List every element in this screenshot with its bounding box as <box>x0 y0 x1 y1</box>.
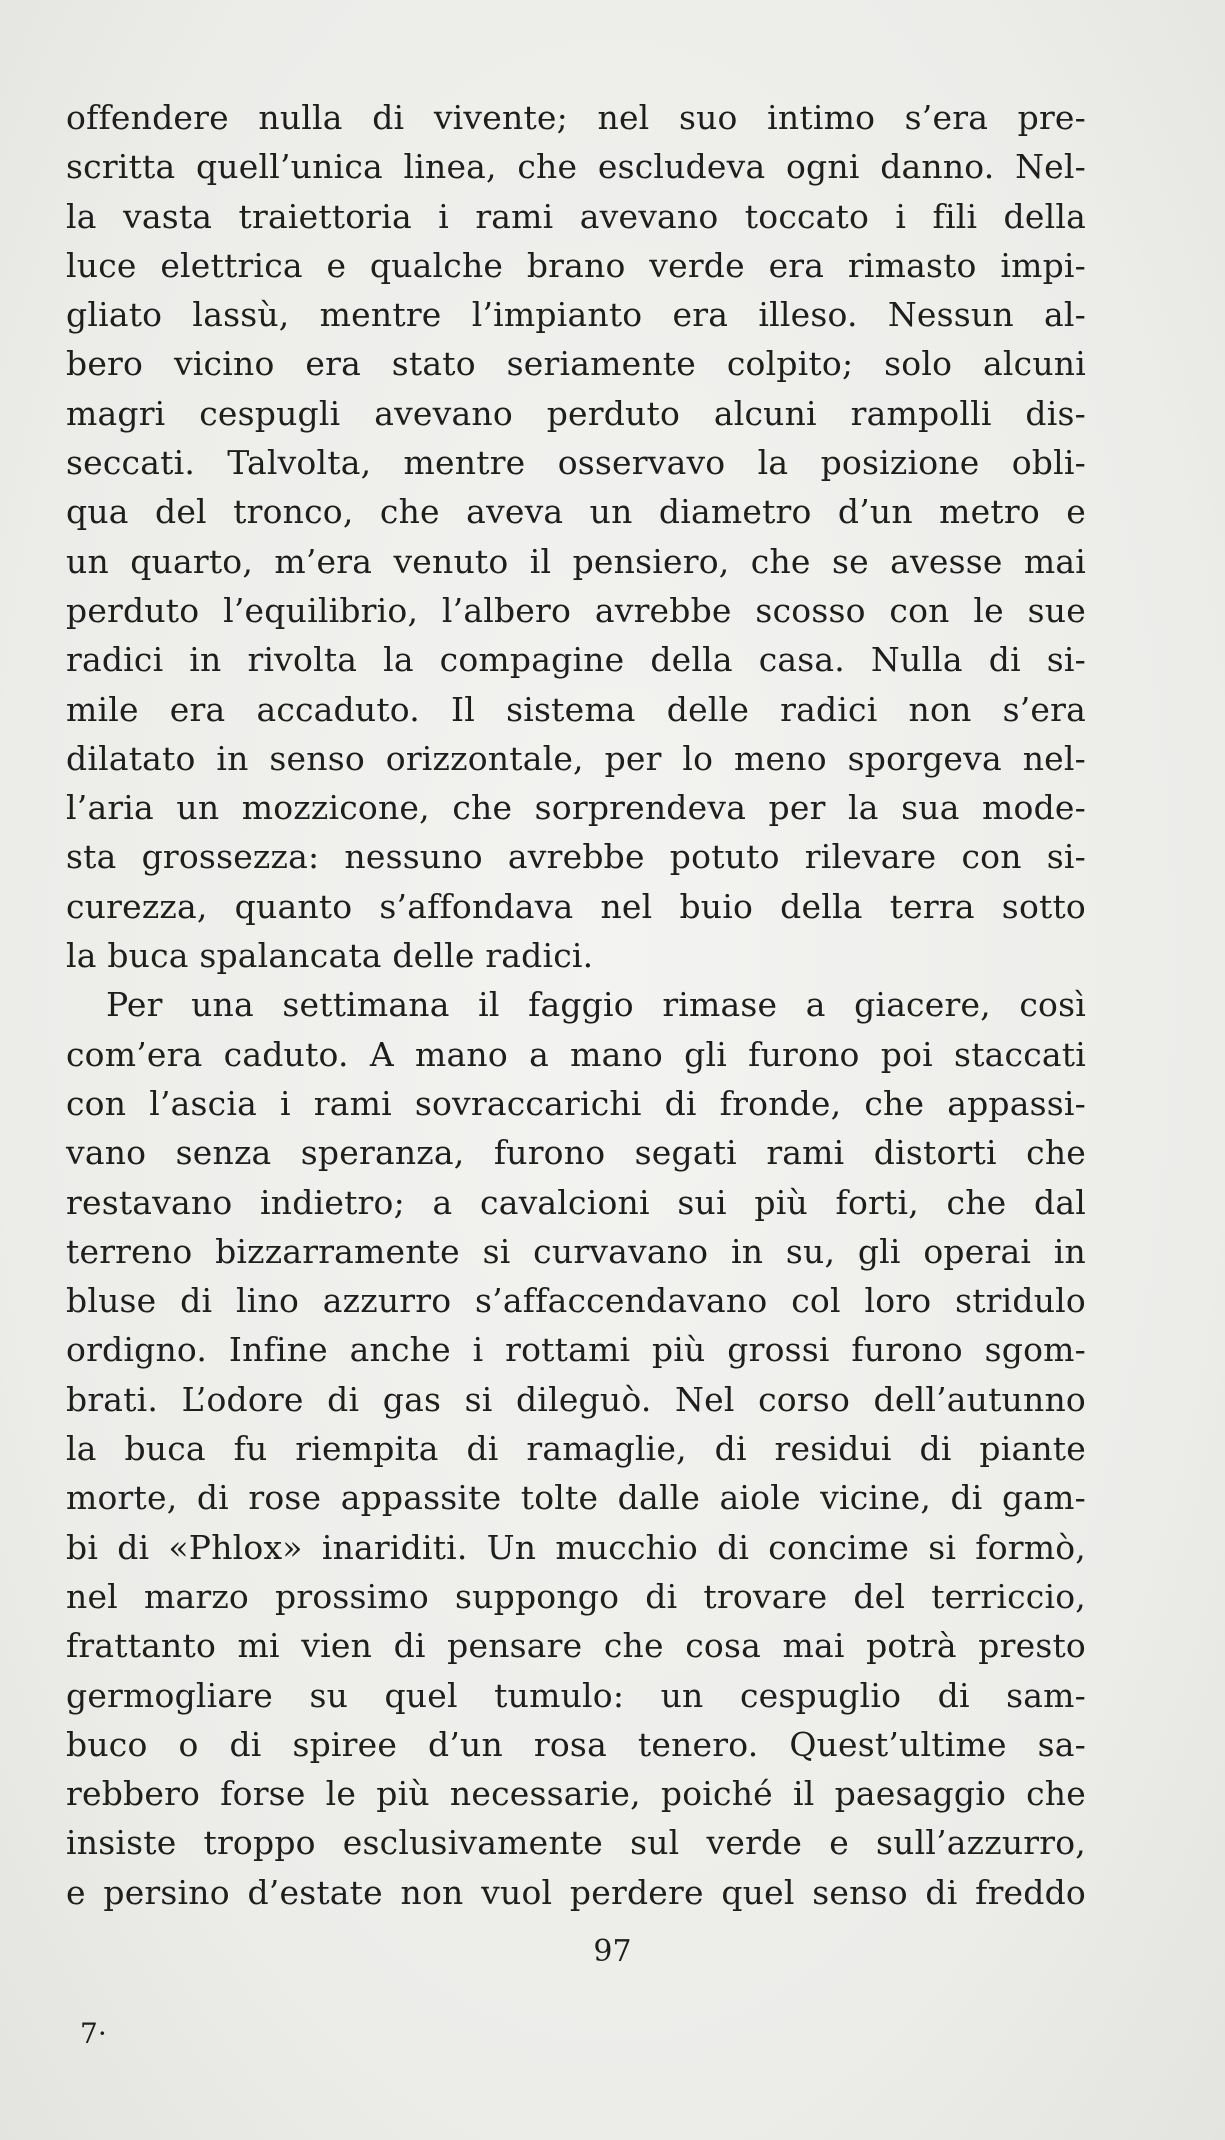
text-line: dilatato in senso orizzontale, per lo meno sporgeva nel- <box>66 738 1086 778</box>
text-line: frattanto mi vien di pensare che cosa mai potrà presto <box>66 1626 1086 1666</box>
body-text <box>66 93 1086 1917</box>
paragraph-end-line: la buca spalancata delle radici. <box>66 936 594 976</box>
text-line: bi di «Phlox» inariditi. Un mucchio di concime si formò, <box>66 1527 1086 1567</box>
paragraph-start-line: Per una settimana il faggio rimase a giacere, così <box>106 985 1086 1025</box>
text-line: la buca fu riempita di ramaglie, di residui di piante <box>66 1429 1086 1469</box>
text-line: radici in rivolta la compagine della casa. Nulla di si- <box>66 640 1086 680</box>
text-line: perduto l’equilibrio, l’albero avrebbe scosso con le sue <box>66 590 1086 630</box>
text-line: gliato lassù, mentre l’impianto era illeso. Nessun al- <box>66 295 1086 335</box>
text-line: offendere nulla di vivente; nel suo intimo s’era pre- <box>66 98 1086 137</box>
text-line: brati. L’odore di gas si dileguò. Nel corso dell’autunno <box>66 1379 1086 1419</box>
text-line: buco o di spiree d’un rosa tenero. Quest’ultime sa- <box>66 1724 1086 1764</box>
text-line: morte, di rose appassite tolte dalle aiole vicine, di gam- <box>66 1478 1086 1518</box>
text-line: seccati. Talvolta, mentre osservavo la posizione obli- <box>66 443 1086 483</box>
text-line: magri cespugli avevano perduto alcuni rampolli dis- <box>66 393 1086 433</box>
text-line: com’era caduto. A mano a mano gli furono poi staccati <box>66 1034 1086 1074</box>
text-line: luce elettrica e qualche brano verde era rimasto impi- <box>66 245 1086 285</box>
text-line: ordigno. Infine anche i rottami più grossi furono sgom- <box>66 1330 1086 1370</box>
text-line: rebbero forse le più necessarie, poiché il paesaggio che <box>66 1774 1086 1814</box>
text-line: vano senza speranza, furono segati rami distorti che <box>66 1133 1086 1173</box>
text-line: sta grossezza: nessuno avrebbe potuto rilevare con si- <box>66 837 1086 877</box>
text-line: curezza, quanto s’affondava nel buio della terra sotto <box>66 886 1086 926</box>
text-line: l’aria un mozzicone, che sorprendeva per la sua mode- <box>66 788 1086 828</box>
text-line: con l’ascia i rami sovraccarichi di fronde, che appassi- <box>66 1083 1086 1123</box>
text-line: mile era accaduto. Il sistema delle radici non s’era <box>66 689 1086 729</box>
text-line: germogliare su quel tumulo: un cespuglio di sam- <box>66 1675 1086 1715</box>
text-line: insiste troppo esclusivamente sul verde e sull’azzurro, <box>66 1823 1086 1863</box>
text-line: un quarto, m’era venuto il pensiero, che se avesse mai <box>66 541 1086 581</box>
text-line: qua del tronco, che aveva un diametro d’un metro e <box>66 492 1086 532</box>
page-number: 97 <box>593 1934 632 1969</box>
text-line: bluse di lino azzurro s’affaccendavano col loro stridulo <box>66 1281 1086 1321</box>
text-line: bero vicino era stato seriamente colpito; solo alcuni <box>66 344 1086 384</box>
text-line: la vasta traiettoria i rami avevano toccato i fili della <box>66 196 1086 236</box>
signature-mark: 7· <box>80 2017 107 2050</box>
text-line: e persino d’estate non vuol perdere quel senso di freddo <box>66 1872 1086 1912</box>
text-line: nel marzo prossimo suppongo di trovare del terriccio, <box>66 1576 1086 1616</box>
text-line: scritta quell’unica linea, che escludeva ogni danno. Nel- <box>66 147 1086 187</box>
text-line: terreno bizzarramente si curvavano in su, gli operai in <box>66 1231 1086 1271</box>
text-line: restavano indietro; a cavalcioni sui più forti, che dal <box>66 1182 1086 1222</box>
